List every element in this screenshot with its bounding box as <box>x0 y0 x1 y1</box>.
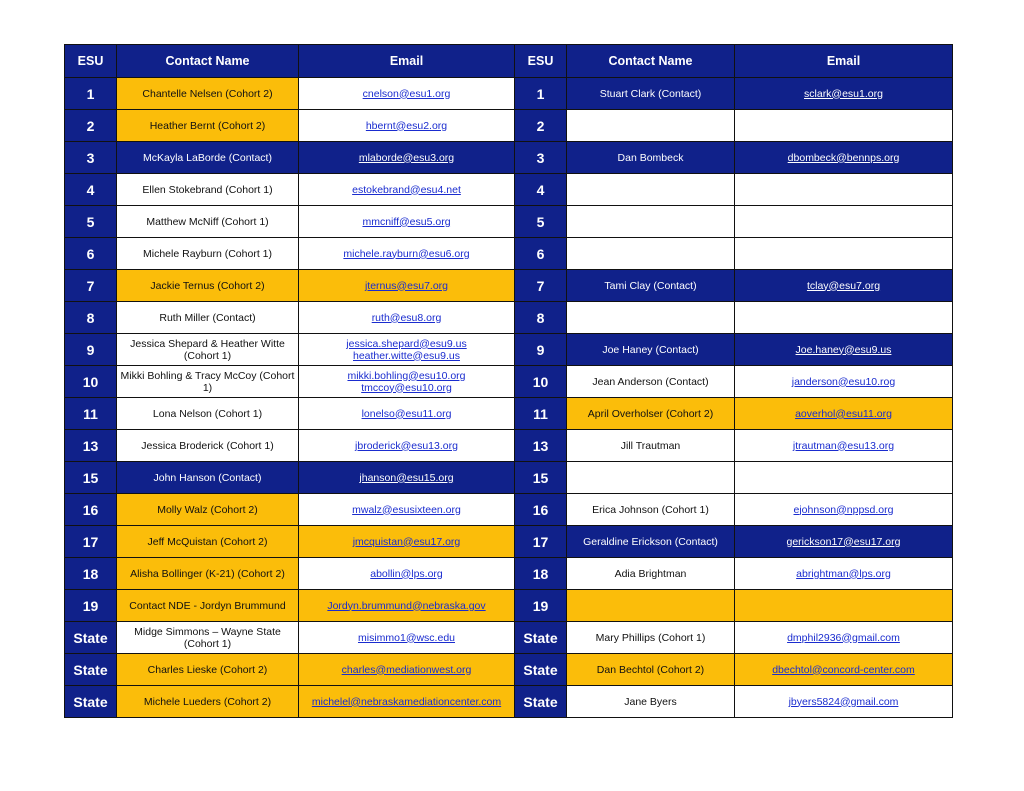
contact-name <box>117 238 299 270</box>
table-row <box>65 654 953 686</box>
esu-number <box>515 302 567 334</box>
contact-name <box>117 462 299 494</box>
contact-name <box>117 142 299 174</box>
esu-number <box>515 238 567 270</box>
email-cell[interactable] <box>299 174 515 206</box>
contact-name-text: Lona Nelson (Cohort 1) <box>152 407 263 420</box>
email-link[interactable]: jhanson@esu15.org <box>359 471 454 484</box>
esu-number <box>65 462 117 494</box>
email-link[interactable]: jternus@esu7.org <box>364 279 449 292</box>
contact-name-text: Midge Simmons – Wayne State (Cohort 1) <box>134 625 281 650</box>
email-link[interactable]: hbernt@esu2.org <box>365 119 448 132</box>
table-row <box>65 526 953 558</box>
esu-number-text: 5 <box>86 213 95 230</box>
esu-number-text: 16 <box>532 501 549 518</box>
contact-name-text: Contact NDE - Jordyn Brummund <box>129 599 286 612</box>
email-link[interactable]: sclark@esu1.org <box>804 87 883 100</box>
contact-name <box>117 334 299 366</box>
contact-name <box>567 174 735 206</box>
esu-number-text: 8 <box>536 309 545 326</box>
esu-number <box>65 238 117 270</box>
email-link[interactable]: jbyers5824@gmail.com <box>788 695 899 708</box>
esu-contact-table <box>64 44 953 718</box>
esu-number <box>515 526 567 558</box>
esu-number <box>65 686 117 718</box>
esu-number-text: 17 <box>532 533 549 550</box>
email-cell[interactable] <box>735 334 953 366</box>
email-cell[interactable] <box>735 622 953 654</box>
esu-number <box>515 334 567 366</box>
esu-number-text: 6 <box>536 245 545 262</box>
esu-number-text: 2 <box>536 117 545 134</box>
email-link[interactable]: estokebrand@esu4.net <box>352 183 461 196</box>
table-row <box>65 302 953 334</box>
esu-number-text: 18 <box>532 565 549 582</box>
esu-number-text: 7 <box>86 277 95 294</box>
esu-number <box>515 558 567 590</box>
esu-number-text: 10 <box>532 373 549 390</box>
contact-name <box>567 558 735 590</box>
contact-name-text: John Hanson (Contact) <box>153 471 262 484</box>
table-row <box>65 334 953 366</box>
contact-name <box>117 174 299 206</box>
contact-name-text: Molly Walz (Cohort 2) <box>157 503 258 516</box>
esu-number <box>515 206 567 238</box>
contact-name <box>567 398 735 430</box>
email-cell[interactable] <box>299 430 515 462</box>
email-cell[interactable] <box>299 142 515 174</box>
email-link[interactable]: michele.rayburn@esu6.org <box>343 247 470 260</box>
esu-number <box>65 142 117 174</box>
contact-name-text: Jeff McQuistan (Cohort 2) <box>147 535 268 548</box>
esu-number-text: 3 <box>86 149 95 166</box>
contact-name-text: Heather Bernt (Cohort 2) <box>149 119 266 132</box>
email-link[interactable]: ejohnson@nppsd.org <box>793 503 894 516</box>
email-cell[interactable] <box>735 78 953 110</box>
contact-name-text: Ruth Miller (Contact) <box>159 311 256 324</box>
contact-name <box>567 622 735 654</box>
contact-name-text: Michele Lueders (Cohort 2) <box>143 695 272 708</box>
email-cell[interactable] <box>299 590 515 622</box>
email-cell <box>735 206 953 238</box>
table-row <box>65 398 953 430</box>
esu-number <box>65 398 117 430</box>
esu-number <box>65 430 117 462</box>
esu-number <box>515 142 567 174</box>
contact-name <box>117 430 299 462</box>
esu-number-text: 11 <box>533 405 548 422</box>
contact-name-text: Jessica Broderick (Cohort 1) <box>141 439 274 452</box>
esu-number <box>515 622 567 654</box>
email-cell[interactable] <box>299 334 515 366</box>
email-link[interactable]: charles@mediationwest.org <box>341 663 472 676</box>
esu-number-text: State <box>523 693 558 710</box>
contact-name-text: Matthew McNiff (Cohort 1) <box>146 215 269 228</box>
esu-number <box>515 78 567 110</box>
esu-number <box>515 366 567 398</box>
esu-number <box>65 654 117 686</box>
esu-number <box>65 494 117 526</box>
esu-number-text: 1 <box>86 85 95 102</box>
contact-name-text: Geraldine Erickson (Contact) <box>583 535 718 548</box>
email-cell[interactable] <box>299 686 515 718</box>
email-cell[interactable] <box>735 398 953 430</box>
contact-name-text: Chantelle Nelsen (Cohort 2) <box>142 87 273 100</box>
email-cell[interactable] <box>299 238 515 270</box>
contact-name <box>117 110 299 142</box>
contact-name <box>567 366 735 398</box>
email-link[interactable]: mwalz@esusixteen.org <box>352 503 461 516</box>
contact-name <box>117 206 299 238</box>
contact-name <box>567 302 735 334</box>
esu-number-text: 16 <box>82 501 99 518</box>
contact-name-text: McKayla LaBorde (Contact) <box>143 151 272 164</box>
esu-number <box>65 590 117 622</box>
esu-number <box>515 398 567 430</box>
email-cell[interactable] <box>299 366 515 398</box>
contact-name <box>117 494 299 526</box>
esu-number <box>65 206 117 238</box>
email-cell <box>735 238 953 270</box>
contact-name <box>117 622 299 654</box>
email-cell[interactable] <box>735 686 953 718</box>
esu-number-text: 17 <box>82 533 99 550</box>
contact-name <box>117 78 299 110</box>
email-cell[interactable] <box>735 526 953 558</box>
email-cell[interactable] <box>735 430 953 462</box>
email-link[interactable]: lonelso@esu11.org <box>361 407 452 420</box>
table-row <box>65 270 953 302</box>
table-row <box>65 142 953 174</box>
email-cell[interactable] <box>735 558 953 590</box>
contact-name <box>117 302 299 334</box>
email-link[interactable]: mlaborde@esu3.org <box>358 151 455 164</box>
esu-number <box>65 270 117 302</box>
esu-number-text: 8 <box>86 309 95 326</box>
contact-name <box>117 558 299 590</box>
esu-number-text: State <box>73 661 108 678</box>
email-link[interactable]: abrightman@lps.org <box>796 567 891 580</box>
email-cell <box>735 590 953 622</box>
contact-name <box>567 334 735 366</box>
contact-name-text: Dan Bechtol (Cohort 2) <box>596 663 705 676</box>
contact-name-text: Stuart Clark (Contact) <box>599 87 702 100</box>
esu-number-text: 4 <box>86 181 95 198</box>
email-link[interactable]: janderson@esu10.rog <box>791 375 896 388</box>
esu-number-text: 2 <box>86 117 95 134</box>
contact-name <box>117 270 299 302</box>
esu-number-text: 9 <box>536 341 545 358</box>
esu-number-text: 13 <box>82 437 99 454</box>
email-link[interactable]: gerickson17@esu17.org <box>786 535 901 548</box>
esu-number-text: 9 <box>86 341 95 358</box>
esu-number-text: 19 <box>532 597 549 614</box>
email-link[interactable]: dmphil2936@gmail.com <box>787 631 900 644</box>
header-esu-2: ESU <box>515 45 567 78</box>
header-contact-name-2: Contact Name <box>567 45 735 78</box>
esu-number-text: 7 <box>536 277 545 294</box>
table-row <box>65 686 953 718</box>
email-cell[interactable] <box>299 462 515 494</box>
table-row <box>65 494 953 526</box>
contact-name <box>567 78 735 110</box>
contact-name <box>567 654 735 686</box>
contact-name-text: Dan Bombeck <box>617 151 684 164</box>
esu-number <box>515 174 567 206</box>
contact-name-text: April Overholser (Cohort 2) <box>587 407 714 420</box>
table-row <box>65 430 953 462</box>
email-cell <box>735 110 953 142</box>
contact-name <box>567 686 735 718</box>
email-link[interactable]: jtrautman@esu13.org <box>792 439 895 452</box>
table-row <box>65 558 953 590</box>
esu-number <box>65 174 117 206</box>
esu-number <box>515 270 567 302</box>
esu-number <box>65 558 117 590</box>
email-cell[interactable] <box>735 270 953 302</box>
esu-number <box>65 366 117 398</box>
email-cell[interactable] <box>735 654 953 686</box>
header-email: Email <box>299 45 515 78</box>
esu-number <box>65 622 117 654</box>
email-link[interactable]: tmccoy@esu10.org <box>361 381 452 394</box>
email-cell <box>735 174 953 206</box>
esu-number <box>65 302 117 334</box>
email-link[interactable]: Joe.haney@esu9.us <box>795 343 892 356</box>
email-cell[interactable] <box>299 558 515 590</box>
email-cell <box>735 462 953 494</box>
esu-number-text: 4 <box>536 181 545 198</box>
contact-name <box>567 142 735 174</box>
contact-name-text: Jane Byers <box>624 695 677 708</box>
esu-number-text: 5 <box>536 213 545 230</box>
contact-name-text: Joe Haney (Contact) <box>602 343 699 356</box>
contact-name <box>117 654 299 686</box>
contact-name-text: Jessica Shepard & Heather Witte (Cohort 1) <box>130 337 285 362</box>
contact-name-text: Charles Lieske (Cohort 2) <box>147 663 268 676</box>
esu-number-text: State <box>523 629 558 646</box>
email-cell[interactable] <box>299 270 515 302</box>
email-cell[interactable] <box>299 78 515 110</box>
esu-number <box>515 430 567 462</box>
email-link[interactable]: jmcquistan@esu17.org <box>352 535 461 548</box>
contact-name <box>567 526 735 558</box>
contact-name <box>117 590 299 622</box>
contact-name <box>567 462 735 494</box>
email-cell[interactable] <box>735 366 953 398</box>
contact-name-text: Alisha Bollinger (K-21) (Cohort 2) <box>130 567 285 580</box>
esu-number <box>515 462 567 494</box>
contact-name <box>567 238 735 270</box>
email-cell[interactable] <box>299 206 515 238</box>
email-cell[interactable] <box>735 494 953 526</box>
contact-name <box>567 430 735 462</box>
header-contact-name: Contact Name <box>117 45 299 78</box>
table-row <box>65 590 953 622</box>
contact-name-text: Mary Phillips (Cohort 1) <box>595 631 706 644</box>
email-link[interactable]: Jordyn.brummund@nebraska.gov <box>327 599 486 612</box>
contact-name <box>117 366 299 398</box>
table-row <box>65 174 953 206</box>
email-link[interactable]: dbombeck@bennps.org <box>787 151 900 164</box>
table-row <box>65 238 953 270</box>
email-link[interactable]: jessica.shepard@esu9.us <box>346 337 467 350</box>
email-cell[interactable] <box>299 494 515 526</box>
contact-name-text: Adia Brightman <box>614 567 687 580</box>
esu-number <box>515 654 567 686</box>
email-cell[interactable] <box>299 654 515 686</box>
contact-name-text: Jackie Ternus (Cohort 2) <box>150 279 265 292</box>
contact-name-text: Jean Anderson (Contact) <box>592 375 709 388</box>
email-link[interactable]: michelel@nebraskamediationcenter.com <box>311 695 502 708</box>
contact-name <box>567 494 735 526</box>
contact-name <box>117 686 299 718</box>
esu-number <box>65 334 117 366</box>
esu-number <box>515 110 567 142</box>
contact-name-text: Mikki Bohling & Tracy McCoy (Cohort 1) <box>120 369 295 394</box>
contact-name <box>117 526 299 558</box>
email-link[interactable]: jbroderick@esu13.org <box>355 439 458 452</box>
contact-name-text: Erica Johnson (Cohort 1) <box>592 503 709 516</box>
contact-name <box>567 206 735 238</box>
email-link[interactable]: mikki.bohling@esu10.org <box>347 369 466 382</box>
esu-number-text: 6 <box>86 245 95 262</box>
esu-number <box>65 526 117 558</box>
email-cell[interactable] <box>299 302 515 334</box>
table-row <box>65 622 953 654</box>
contact-name-text: Michele Rayburn (Cohort 1) <box>143 247 272 260</box>
header-esu: ESU <box>65 45 117 78</box>
contact-name <box>567 270 735 302</box>
contact-name-text: Tami Clay (Contact) <box>604 279 697 292</box>
contact-name <box>567 110 735 142</box>
esu-number-text: State <box>73 629 108 646</box>
esu-number-text: 19 <box>82 597 99 614</box>
esu-number <box>515 494 567 526</box>
email-link[interactable]: aoverhol@esu11.org <box>795 407 892 420</box>
esu-number-text: 18 <box>82 565 99 582</box>
contact-name-text: Ellen Stokebrand (Cohort 1) <box>142 183 273 196</box>
email-link[interactable]: ruth@esu8.org <box>371 311 442 324</box>
email-cell[interactable] <box>299 622 515 654</box>
email-link[interactable]: heather.witte@esu9.us <box>353 349 460 362</box>
esu-number <box>65 78 117 110</box>
header-row <box>65 45 953 78</box>
esu-number <box>65 110 117 142</box>
esu-number-text: State <box>73 693 108 710</box>
esu-number-text: 10 <box>82 373 99 390</box>
table-row <box>65 110 953 142</box>
email-link[interactable]: tclay@esu7.org <box>806 279 881 292</box>
table-row <box>65 366 953 398</box>
email-cell[interactable] <box>299 398 515 430</box>
esu-number-text: 15 <box>82 469 99 486</box>
email-cell <box>735 302 953 334</box>
table-row <box>65 206 953 238</box>
table-row <box>65 78 953 110</box>
email-link[interactable]: dbechtol@concord-center.com <box>772 663 915 676</box>
email-link[interactable]: cnelson@esu1.org <box>362 87 451 100</box>
esu-number <box>515 686 567 718</box>
esu-number-text: State <box>523 661 558 678</box>
contact-name <box>117 398 299 430</box>
esu-number <box>515 590 567 622</box>
email-link[interactable]: abollin@lps.org <box>370 567 443 580</box>
email-cell[interactable] <box>299 526 515 558</box>
esu-number-text: 15 <box>532 469 549 486</box>
esu-number-text: 11 <box>83 405 98 422</box>
table-row <box>65 462 953 494</box>
esu-number-text: 1 <box>536 85 545 102</box>
email-cell[interactable] <box>299 110 515 142</box>
contact-name-text: Jill Trautman <box>620 439 681 452</box>
email-cell[interactable] <box>735 142 953 174</box>
esu-number-text: 3 <box>536 149 545 166</box>
email-link[interactable]: misimmo1@wsc.edu <box>357 631 455 644</box>
email-link[interactable]: mmcniff@esu5.org <box>362 215 451 228</box>
header-email-2: Email <box>735 45 953 78</box>
esu-number-text: 13 <box>532 437 549 454</box>
contact-name <box>567 590 735 622</box>
